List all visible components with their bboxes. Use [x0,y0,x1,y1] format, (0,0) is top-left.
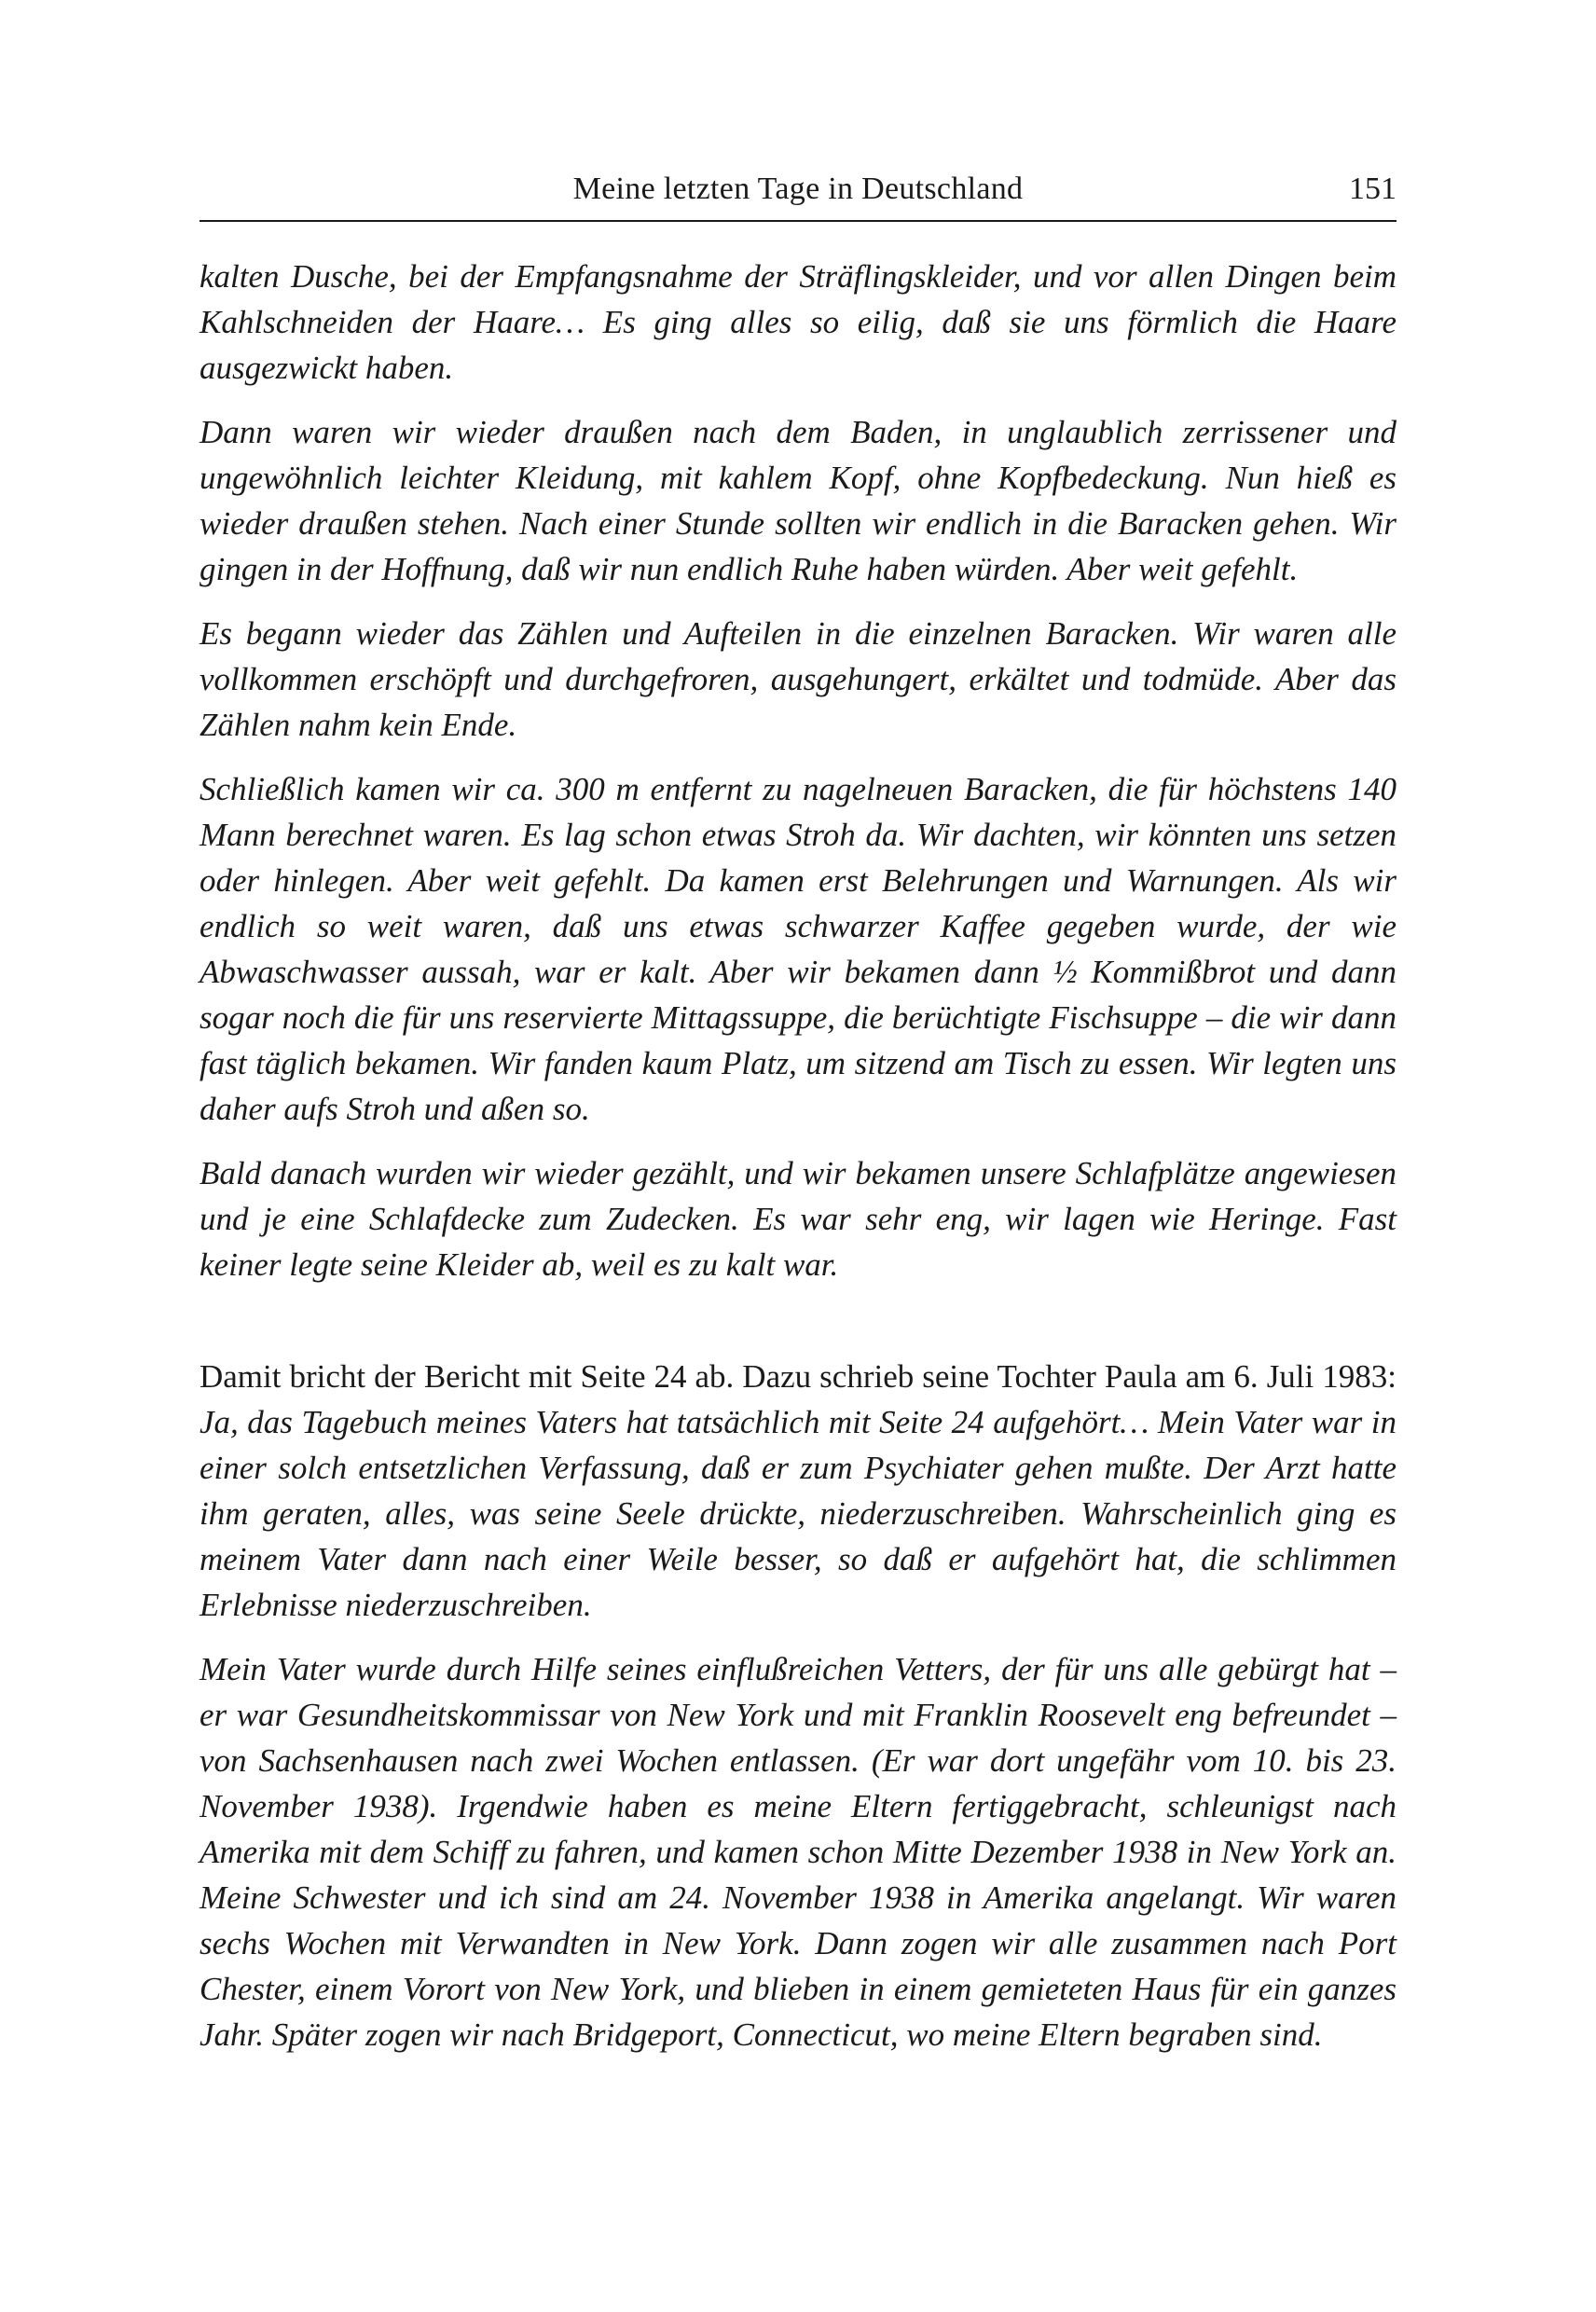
quote-paragraph: Dann waren wir wieder draußen nach dem Baden, in unglaublich zerrissener und ungewöhnlich leichter Kleidung, mit kahlem Kopf, ohne Kopfbedeckung. Nun hieß es wieder draußen stehen. Nach einer Stunde sollten wir endlich in die Baracken gehen. Wir gingen in der Hoffnung, daß wir nun endlich Ruhe haben würden. Aber weit gefehlt. [200,414,1396,587]
diary-quote-block [200,254,1396,1306]
quote-paragraph: Es begann wieder das Zählen und Aufteilen in die einzelnen Baracken. Wir waren alle vollkommen erschöpft und durchgefroren, ausgehungert, erkältet und todmüde. Aber das Zählen nahm kein Ende. [200,615,1396,743]
quote-paragraph: Schließlich kamen wir ca. 300 m entfernt zu nagelneuen Baracken, die für höchstens 140 Mann berechnet waren. Es lag schon etwas Stroh da. Wir dachten, wir könnten uns setzen oder hinlegen. Aber weit gefehlt. Da kamen erst Belehrungen und Warnungen. Als wir endlich so weit waren, daß uns etwas schwarzer Kaffee gegeben wurde, der wie Abwaschwasser aussah, war er kalt. Aber wir bekamen dann ½ Kommißbrot und dann sogar noch die für uns reservierte Mittagssuppe, die berüchtigte Fischsuppe – die wir dann fast täglich bekamen. Wir fanden kaum Platz, um sitzend am Tisch zu essen. Wir legten uns daher aufs Stroh und aßen so. [200,771,1396,1127]
letter-quote: Ja, das Tagebuch meines Vaters hat tatsächlich mit Seite 24 aufgehört… Mein Vater war in einer solch entsetzlichen Verfassung, daß er zum Psychiater gehen mußte. Der Arzt hatte ihm geraten, alles, was seine Seele drückte, niederzuschreiben. Wahrscheinlich ging es meinem Vater dann nach einer Weile besser, so daß er aufgehört hat, die schlimmen Erlebnisse niederzuschreiben. [200,1404,1396,1623]
commentary-paragraph [200,1354,1396,1628]
quote-paragraph: kalten Dusche, bei der Empfangsnahme der Sträflingskleider, und vor allen Dingen beim Kahlschneiden der Haare… Es ging alles so eilig, daß sie uns förmlich die Haare ausgezwickt haben. [200,258,1396,386]
commentary-block [200,1354,1396,2076]
quote-paragraph: Bald danach wurden wir wieder gezählt, und wir bekamen unsere Schlafplätze angewiesen und je eine Schlafdecke zum Zudecken. Es war sehr eng, wir lagen wie Heringe. Fast keiner legte seine Kleider ab, weil es zu kalt war. [200,1155,1396,1283]
page-number: 151 [1349,172,1396,206]
chapter-title: Meine letzten Tage in Deutschland [572,172,1024,206]
letter-paragraph: Mein Vater wurde durch Hilfe seines einflußreichen Vetters, der für uns alle gebürgt hat – er war Gesundheitskommissar von New York und mit Franklin Roosevelt eng befreundet – von Sachsenhausen nach zwei Wochen entlassen. (Er war dort ungefähr vom 10. bis 23. November 1938). Irgendwie haben es meine Eltern fertiggebracht, schleunigst nach Amerika mit dem Schiff zu fahren, und kamen schon Mitte Dezember 1938 in New York an. Meine Schwester und ich sind am 24. November 1938 in Amerika angelangt. Wir waren sechs Wochen mit Verwandten in New York. Dann zogen wir alle zusammen nach Port Chester, einem Vorort von New York, und blieben in einem gemieteten Haus für ein ganzes Jahr. Später zogen wir nach Bridgeport, Connecticut, wo meine Eltern begraben sind. [200,1651,1396,2053]
commentary-intro: Damit bricht der Bericht mit Seite 24 ab. Dazu schrieb seine Tochter Paula am 6. Juli 1983: [200,1358,1396,1395]
running-header [200,168,1396,222]
